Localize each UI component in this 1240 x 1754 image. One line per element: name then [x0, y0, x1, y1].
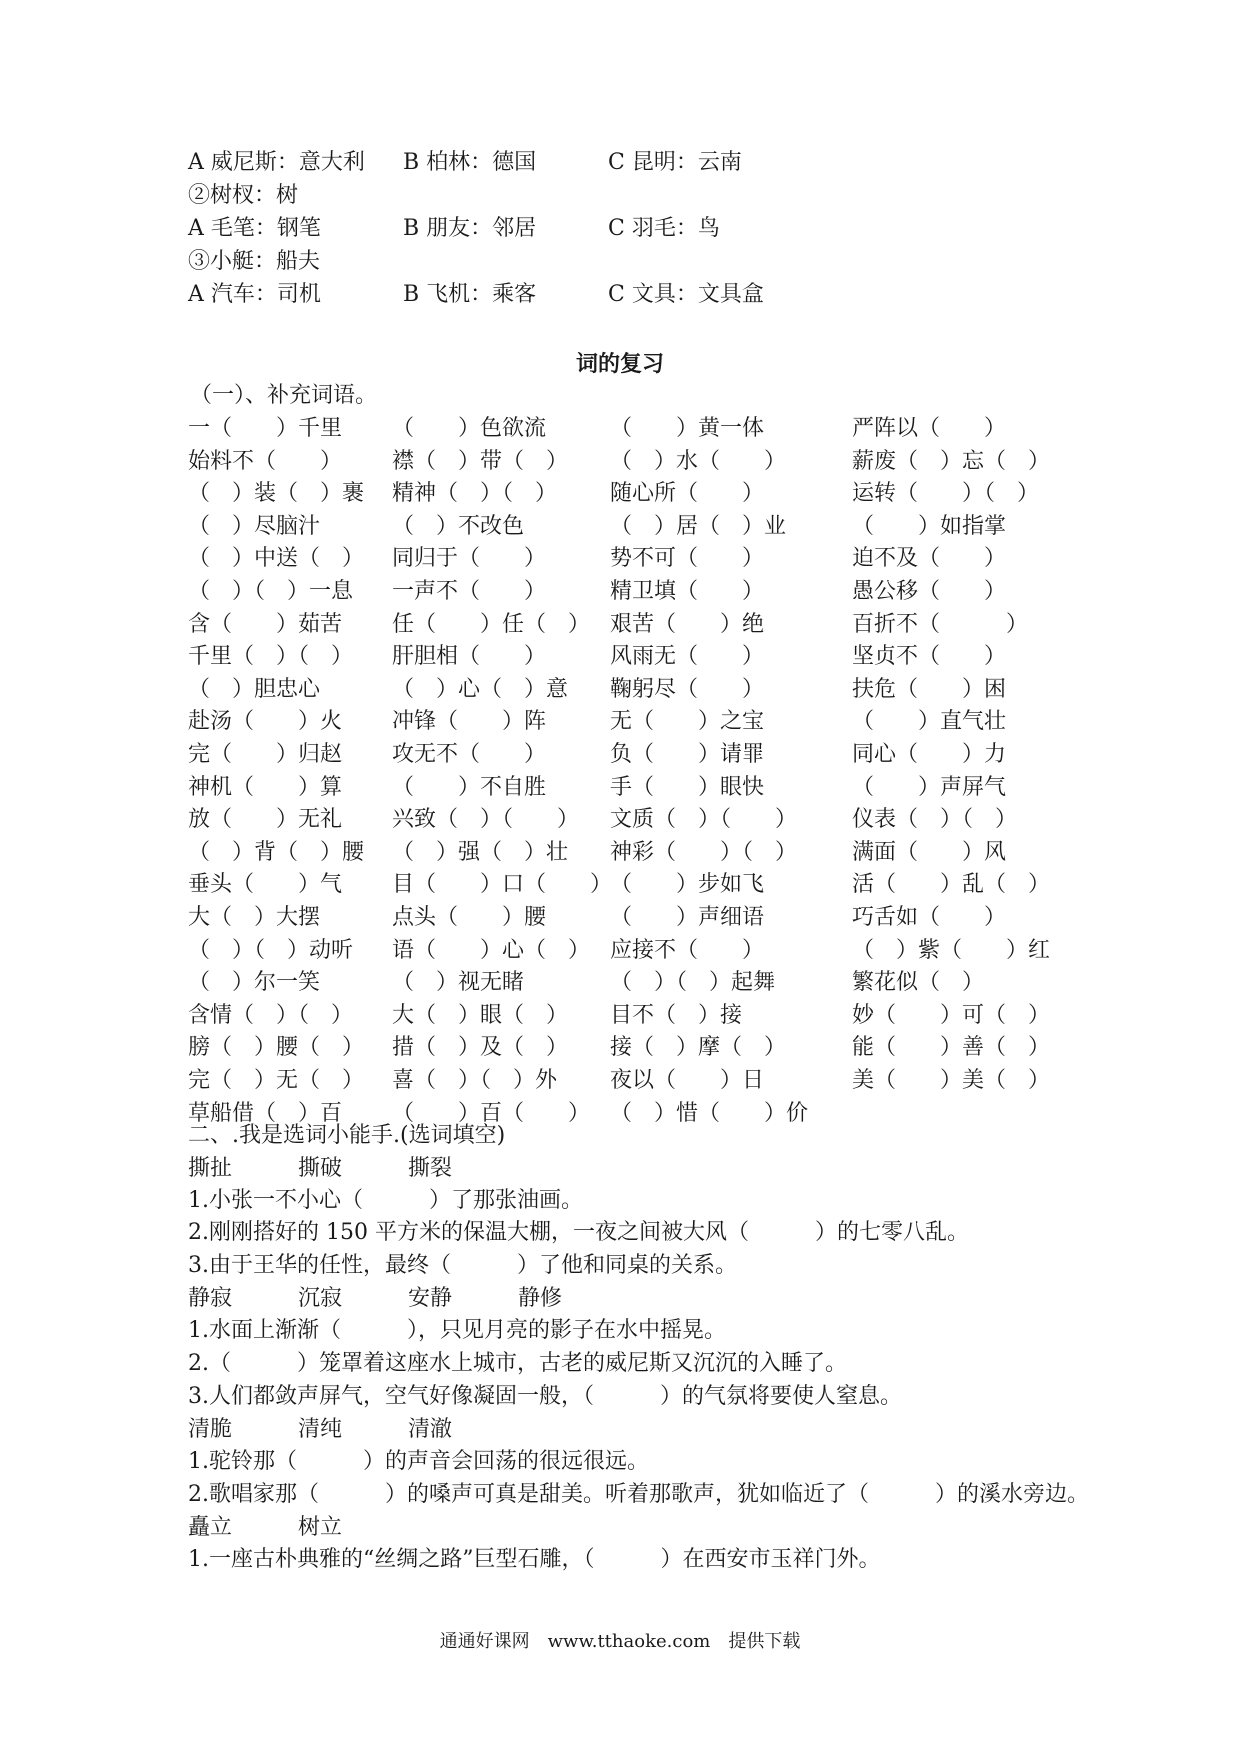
idiom-item: 一（ ）千里	[188, 416, 343, 441]
idiom-item: 精神（ ）（ ）	[392, 481, 558, 507]
idiom-item: 完（ ）归赵	[188, 742, 343, 767]
part2-heading: 二、.我是选词小能手.(选词填空)	[188, 1123, 506, 1148]
idiom-item: （ ）黄一体	[610, 416, 765, 441]
idiom-item: 扶危（ ）困	[852, 676, 1007, 702]
idiom-item: 一声不（ ）	[392, 579, 547, 604]
idiom-item: 随心所（ ）	[610, 481, 765, 507]
idiom-item: （ ）百（ ）	[392, 1100, 591, 1126]
idiom-item: （ ）视无睹	[392, 970, 525, 996]
idiom-item: 活（ ）乱（ ）	[852, 872, 1051, 898]
fill-question: 2.刚刚搭好的 150 平方米的保温大棚，一夜之间被大风（ ）的七零八乱。	[188, 1220, 969, 1245]
fill-question: 1.一座古朴典雅的“丝绸之路”巨型石雕，（ ）在西安市玉祥门外。	[188, 1547, 881, 1572]
idiom-item: 语（ ）心（ ）	[392, 937, 591, 963]
idiom-item: （ ）声细语	[610, 905, 765, 930]
option-c-1: C 昆明：云南	[608, 150, 742, 175]
idiom-item: 点头（ ）腰	[392, 905, 547, 930]
idiom-item: 风雨无（ ）	[610, 644, 765, 670]
option-a-3: A 汽车：司机	[188, 282, 321, 307]
idiom-item: 手（ ）眼快	[610, 774, 765, 800]
idiom-item: （ ）强（ ）壮	[392, 839, 569, 865]
idiom-item: 襟（ ）带（ ）	[392, 448, 569, 474]
idiom-item: （ ）水（ ）	[610, 448, 787, 474]
fill-question: 3.人们都敛声屏气，空气好像凝固一般，（ ）的气氛将要使人窒息。	[188, 1384, 902, 1409]
fill-question: 1.驼铃那（ ）的声音会回荡的很远很远。	[188, 1449, 649, 1474]
idiom-item: （ ）如指掌	[852, 513, 1007, 539]
idiom-item: （ ）尽脑汁	[188, 513, 321, 539]
idiom-item: （ ）尔一笑	[188, 970, 321, 996]
idiom-item: 始料不（ ）	[188, 448, 343, 474]
question-2: ②树杈：树	[188, 183, 299, 208]
idiom-item: 仪表（ ）（ ）	[852, 807, 1018, 833]
fill-question: 1.水面上渐渐（ ），只见月亮的影子在水中摇晃。	[188, 1318, 726, 1343]
idiom-item: （ ）（ ）动听	[188, 937, 354, 963]
question-3: ③小艇：船夫	[188, 249, 321, 274]
fill-question: 1.小张一不小心（ ）了那张油画。	[188, 1188, 583, 1213]
idiom-item: 完（ ）无（ ）	[188, 1068, 365, 1093]
option-b-2: B 朋友：邻居	[403, 216, 537, 241]
word-choices-1: 撕扯 撕破 撕裂	[188, 1156, 453, 1181]
idiom-item: 美（ ）美（ ）	[852, 1068, 1051, 1093]
idiom-item: （ ）不自胜	[392, 774, 547, 800]
option-a-1: A 威尼斯：意大利	[188, 150, 365, 175]
idiom-item: 势不可（ ）	[610, 546, 765, 572]
idiom-item: 百折不（ ）	[852, 611, 1029, 637]
idiom-item: 繁花似（ ）	[852, 970, 985, 996]
fill-question: 3.由于王华的任性，最终（ ）了他和同桌的关系。	[188, 1253, 737, 1278]
option-b-1: B 柏林：德国	[403, 150, 537, 175]
idiom-item: 迫不及（ ）	[852, 546, 1007, 572]
idiom-item: （ ）声屏气	[852, 774, 1007, 800]
idiom-item: 措（ ）及（ ）	[392, 1035, 569, 1061]
word-choices-4: 矗立 树立	[188, 1515, 343, 1540]
idiom-item: 草船借（ ）百	[188, 1100, 343, 1126]
idiom-item: （ ）胆忠心	[188, 676, 321, 702]
idiom-item: （ ）居（ ）业	[610, 513, 787, 539]
idiom-item: 神机（ ）算	[188, 774, 343, 800]
section-title: 词的复习	[575, 351, 664, 377]
idiom-item: 无（ ）之宝	[610, 709, 765, 735]
idiom-item: （ ）装（ ）裹	[188, 481, 365, 507]
idiom-item: 任（ ）任（ ）	[392, 611, 591, 637]
idiom-item: （ ）背（ ）腰	[188, 839, 365, 865]
idiom-item: （ ）（ ）起舞	[610, 970, 776, 996]
idiom-item: 兴致（ ）（ ）	[392, 807, 580, 833]
idiom-item: （ ）色欲流	[392, 416, 547, 441]
idiom-item: 垂头（ ）气	[188, 872, 343, 898]
part1-heading: （一）、补充词语。	[190, 383, 378, 408]
idiom-item: （ ）（ ）一息	[188, 579, 354, 604]
option-a-2: A 毛笔：钢笔	[188, 216, 321, 241]
idiom-item: 鞠躬尽（ ）	[610, 676, 765, 702]
idiom-item: 赴汤（ ）火	[188, 709, 343, 735]
idiom-item: 艰苦（ ）绝	[610, 611, 765, 637]
option-b-3: B 飞机：乘客	[403, 282, 537, 307]
fill-question: 2.（ ）笼罩着这座水上城市，古老的威尼斯又沉沉的入睡了。	[188, 1351, 847, 1376]
idiom-item: 妙（ ）可（ ）	[852, 1002, 1051, 1028]
idiom-item: 攻无不（ ）	[392, 742, 547, 767]
idiom-item: （ ）直气壮	[852, 709, 1007, 735]
page-footer: 通通好课网 www.tthaoke.com 提供下载	[439, 1631, 801, 1652]
idiom-item: 目（ ）口（ ）	[392, 872, 613, 898]
idiom-item: 严阵以（ ）	[852, 416, 1007, 441]
idiom-item: 负（ ）请罪	[610, 742, 765, 767]
idiom-item: （ ）心（ ）意	[392, 676, 569, 702]
idiom-item: 精卫填（ ）	[610, 579, 765, 604]
idiom-item: 坚贞不（ ）	[852, 644, 1007, 670]
idiom-item: 千里（ ）（ ）	[188, 644, 354, 670]
idiom-item: （ ）中送（ ）	[188, 546, 365, 572]
idiom-item: （ ）紫（ ）红	[852, 937, 1051, 963]
idiom-item: 能（ ）善（ ）	[852, 1035, 1051, 1061]
idiom-item: 同归于（ ）	[392, 546, 547, 572]
idiom-item: （ ）步如飞	[610, 872, 765, 898]
idiom-item: 神彩（ ）（ ）	[610, 839, 798, 865]
idiom-item: 满面（ ）风	[852, 839, 1007, 865]
idiom-item: 应接不（ ）	[610, 937, 765, 963]
idiom-item: 同心（ ）力	[852, 742, 1007, 767]
word-choices-2: 静寂 沉寂 安静 静修	[188, 1286, 563, 1311]
idiom-item: 目不（ ）接	[610, 1002, 743, 1028]
idiom-item: 大（ ）眼（ ）	[392, 1002, 569, 1028]
option-c-3: C 文具：文具盒	[608, 282, 764, 307]
idiom-item: 薪废（ ）忘（ ）	[852, 448, 1051, 474]
idiom-item: 膀（ ）腰（ ）	[188, 1035, 365, 1061]
idiom-item: （ ）惜（ ）价	[610, 1100, 809, 1126]
idiom-item: 接（ ）摩（ ）	[610, 1035, 787, 1061]
idiom-item: 放（ ）无礼	[188, 807, 343, 833]
idiom-item: 肝胆相（ ）	[392, 644, 547, 670]
idiom-item: 冲锋（ ）阵	[392, 709, 547, 735]
fill-question: 2.歌唱家那（ ）的嗓声可真是甜美。听着那歌声，犹如临近了（ ）的溪水旁边。	[188, 1482, 1089, 1507]
idiom-item: 大（ ）大摆	[188, 905, 321, 930]
idiom-item: 喜（ ）（ ）外	[392, 1068, 558, 1093]
idiom-item: （ ）不改色	[392, 513, 525, 539]
option-c-2: C 羽毛：鸟	[608, 216, 720, 241]
word-choices-3: 清脆 清纯 清澈	[188, 1417, 453, 1442]
idiom-item: 含情（ ）（ ）	[188, 1002, 354, 1028]
idiom-item: 巧舌如（ ）	[852, 905, 1007, 930]
idiom-item: 文质（ ）（ ）	[610, 807, 798, 833]
idiom-item: 夜以（ ）日	[610, 1068, 765, 1093]
idiom-item: 运转（ ）（ ）	[852, 481, 1040, 507]
idiom-item: 含（ ）茹苦	[188, 611, 343, 637]
idiom-item: 愚公移（ ）	[852, 579, 1007, 604]
